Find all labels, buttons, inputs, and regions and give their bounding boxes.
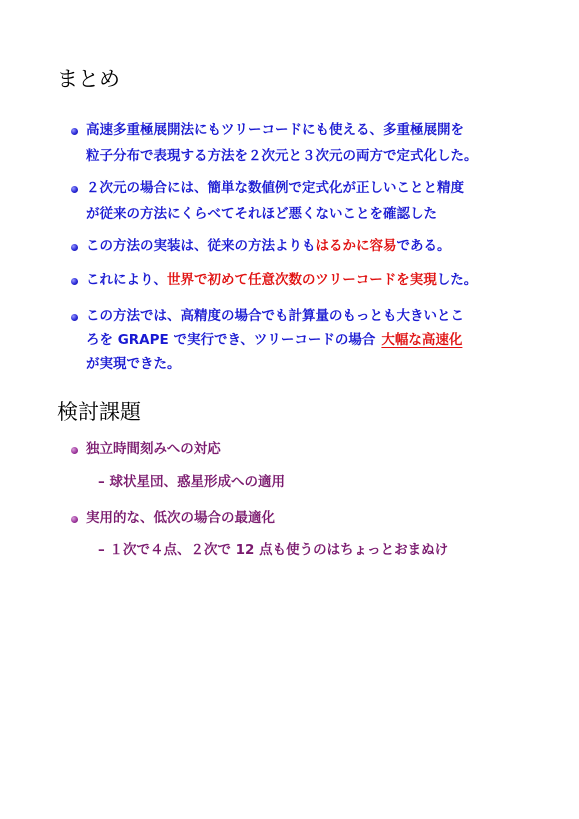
summary-item-4-after: した。 — [436, 272, 478, 288]
summary-item-1-line-1: 高速多重極展開法にもツリーコードにも使える、多重極展開を — [86, 122, 464, 138]
summary-item-1-line-2: 粒子分布で表現する方法を２次元と３次元の両方で定式化した。 — [86, 148, 478, 164]
summary-item-3-highlight: はるかに容易 — [315, 238, 397, 254]
bullet-icon — [71, 516, 78, 523]
summary-item-4 — [86, 274, 477, 288]
summary-item-3-after: である。 — [396, 238, 451, 254]
issues-item-2-sub: – １次で４点、２次で 12 点も使うのはちょっとおまぬけ — [98, 542, 449, 558]
issues-item-1-sub: – 球状星団、惑星形成への適用 — [98, 474, 285, 490]
bullet-icon — [71, 314, 78, 321]
summary-item-5-line-2-before: ろを GRAPE で実行でき、ツリーコードの場合 — [86, 332, 376, 348]
summary-item-2-line-1: ２次元の場合には、簡単な数値例で定式化が正しいことと精度 — [86, 180, 464, 196]
summary-item-4-highlight: 世界で初めて任意次数のツリーコードを実現 — [167, 272, 437, 288]
summary-item-5-line-1: この方法では、高精度の場合でも計算量のもっとも大きいとこ — [86, 308, 464, 324]
summary-item-5-line-2 — [86, 334, 462, 348]
summary-item-3 — [86, 240, 451, 254]
bullet-icon — [71, 244, 78, 251]
bullet-icon — [71, 278, 78, 285]
issues-item-1: 独立時間刻みへの対応 — [86, 441, 221, 457]
summary-item-5-highlight: 大幅な高速化 — [381, 332, 463, 348]
issues-item-2: 実用的な、低次の場合の最適化 — [86, 510, 275, 526]
bullet-icon — [71, 447, 78, 454]
summary-item-3-before: この方法の実装は、従来の方法よりも — [86, 238, 316, 254]
summary-item-2-line-2: が従来の方法にくらべてそれほど悪くないことを確認した — [86, 206, 437, 222]
section-heading-issues: 検討課題 — [57, 400, 141, 424]
bullet-icon — [71, 128, 78, 135]
section-heading-summary: まとめ — [57, 67, 120, 91]
summary-item-5-line-3: が実現できた。 — [86, 356, 181, 372]
summary-item-4-before: これにより、 — [86, 272, 167, 288]
bullet-icon — [71, 186, 78, 193]
